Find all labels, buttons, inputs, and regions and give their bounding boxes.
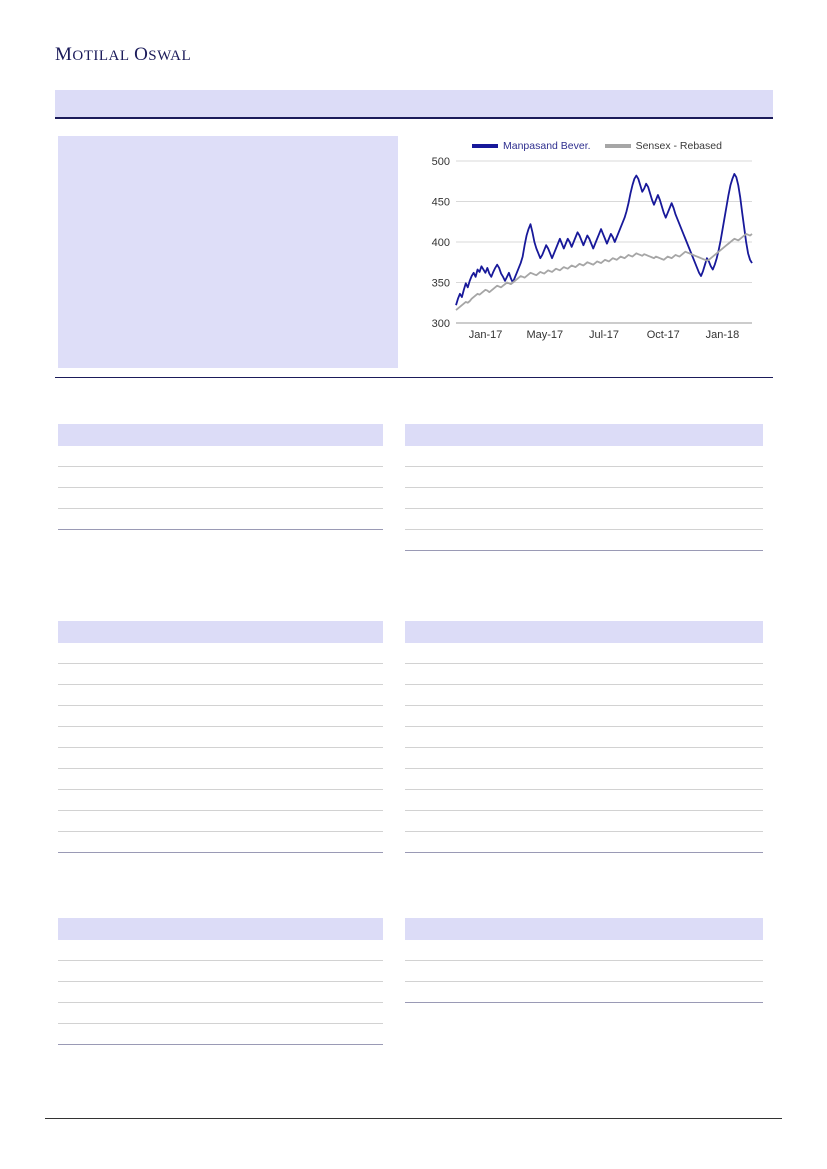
table-right-3 (405, 918, 763, 1003)
table-row (405, 467, 763, 488)
table-left-1-header (58, 424, 383, 446)
legend-label-index: Sensex - Rebased (635, 140, 722, 152)
table-left-2 (58, 621, 383, 853)
table-row (58, 706, 383, 727)
table-right-2 (405, 621, 763, 853)
table-right-3-header (405, 918, 763, 940)
table-row (405, 790, 763, 811)
table-row (405, 530, 763, 551)
table-row (58, 509, 383, 530)
table-left-3 (58, 918, 383, 1045)
table-right-1-header (405, 424, 763, 446)
price-performance-chart (412, 137, 760, 350)
table-left-2-header (58, 621, 383, 643)
table-row (405, 769, 763, 790)
chart-x-tick-label: May-17 (526, 329, 564, 341)
table-left-3-header (58, 918, 383, 940)
table-row (405, 982, 763, 1003)
chart-canvas (412, 151, 760, 349)
chart-y-tick-label: 500 (431, 156, 450, 168)
table-row (58, 748, 383, 769)
table-row (405, 940, 763, 961)
legend-swatch-index-icon (605, 144, 631, 148)
table-left-1 (58, 424, 383, 530)
logo-word-motilal: OTILAL (72, 48, 130, 64)
company-logo (55, 44, 191, 66)
table-row (405, 727, 763, 748)
table-row (58, 1003, 383, 1024)
chart-x-tick-label: Oct-17 (646, 329, 680, 341)
chart-x-tick-label: Jul-17 (589, 329, 619, 341)
table-row (58, 643, 383, 664)
table-row (58, 940, 383, 961)
chart-y-tick-label: 350 (431, 277, 450, 290)
logo-letter-o: O (134, 44, 149, 65)
table-row (405, 706, 763, 727)
table-row (58, 1024, 383, 1045)
table-row (405, 488, 763, 509)
table-row (58, 446, 383, 467)
table-row (58, 832, 383, 853)
table-row (58, 727, 383, 748)
table-row (405, 811, 763, 832)
logo-letter-m: M (55, 44, 73, 65)
summary-info-block (58, 136, 398, 368)
table-row (58, 982, 383, 1003)
table-right-2-header (405, 621, 763, 643)
table-row (58, 811, 383, 832)
table-row (58, 685, 383, 706)
table-row (58, 664, 383, 685)
legend-label-stock: Manpasand Bever. (503, 140, 591, 152)
table-row (405, 664, 763, 685)
chart-y-tick-label: 300 (431, 318, 450, 330)
table-row (405, 748, 763, 769)
table-row (58, 961, 383, 982)
table-row (58, 488, 383, 509)
chart-x-tick-label: Jan-18 (705, 329, 740, 341)
report-title-band (55, 90, 773, 119)
chart-y-tick-label: 450 (431, 196, 450, 209)
table-row (405, 509, 763, 530)
table-row (405, 685, 763, 706)
chart-series-line (456, 174, 752, 305)
table-row (58, 790, 383, 811)
chart-y-tick-label: 400 (431, 237, 450, 249)
table-row (405, 643, 763, 664)
legend-swatch-stock-icon (472, 144, 498, 148)
table-row (405, 446, 763, 467)
footer-divider (45, 1118, 782, 1119)
section-divider-top (55, 377, 773, 378)
table-right-1 (405, 424, 763, 551)
table-row (405, 961, 763, 982)
table-row (405, 832, 763, 853)
table-row (58, 769, 383, 790)
logo-word-oswal: SWAL (148, 48, 192, 64)
table-row (58, 467, 383, 488)
chart-x-tick-label: Jan-17 (468, 329, 503, 341)
